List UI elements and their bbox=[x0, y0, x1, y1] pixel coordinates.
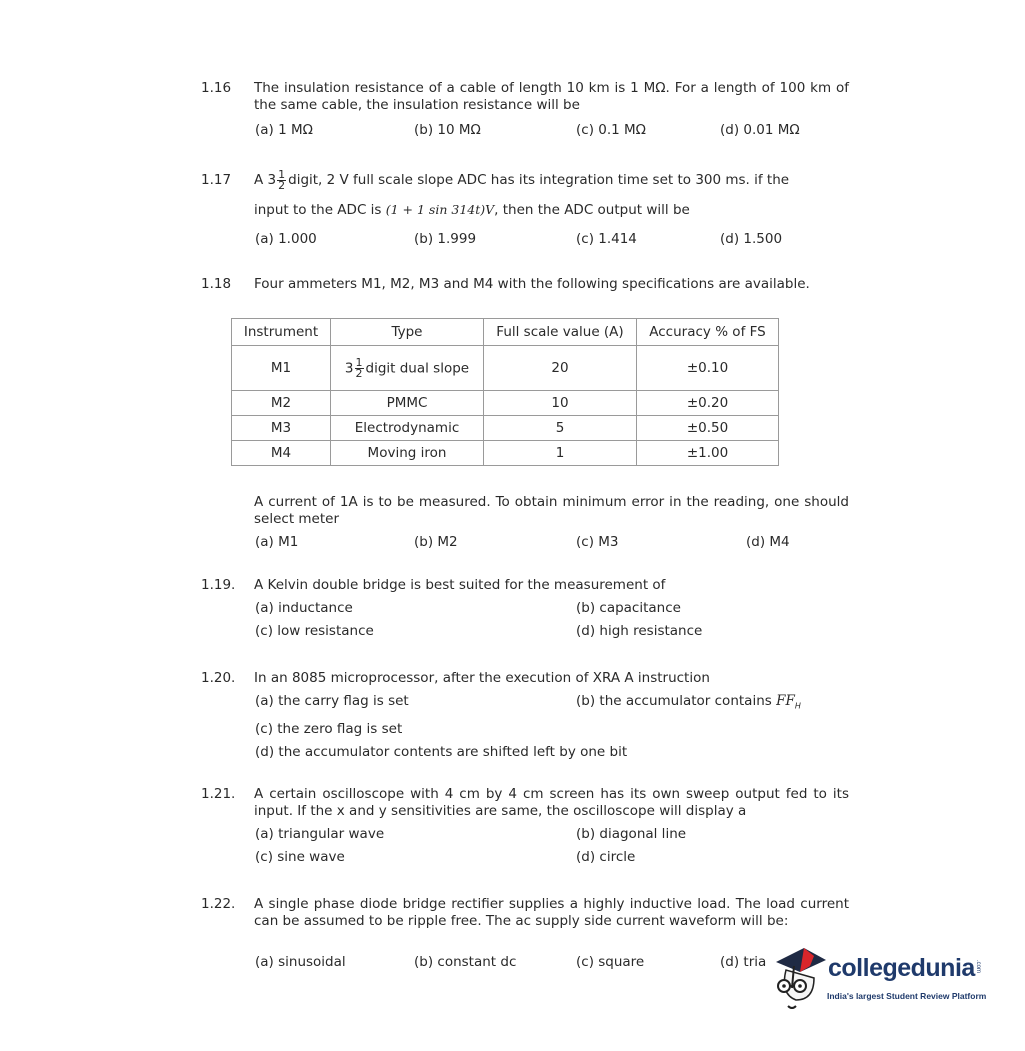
q17-input-expression: (1 + 1 sin 314t)V bbox=[385, 202, 495, 217]
q17-option-a: (a) 1.000 bbox=[255, 231, 317, 247]
table-row bbox=[232, 391, 779, 416]
q20-option-d: (d) the accumulator contents are shifted left by one bit bbox=[255, 744, 628, 760]
q16-option-c: (c) 0.1 MΩ bbox=[576, 122, 646, 138]
cell-instrument: M3 bbox=[232, 416, 331, 441]
q20-option-b bbox=[576, 693, 801, 711]
q17-line2 bbox=[254, 202, 690, 218]
cell-type: Moving iron bbox=[331, 441, 484, 466]
q22-stem: A single phase diode bridge rectifier supplies a highly inductive load. The load current can be assumed to be ripple free. The ac supply side current waveform will be: bbox=[254, 896, 849, 929]
q20-option-a: (a) the carry flag is set bbox=[255, 693, 409, 709]
q18-option-c: (c) M3 bbox=[576, 534, 619, 550]
cell-instrument: M1 bbox=[232, 346, 331, 391]
q21-option-a: (a) triangular wave bbox=[255, 826, 385, 842]
header-full-scale: Full scale value (A) bbox=[484, 319, 637, 346]
q22-number: 1.22. bbox=[201, 896, 236, 912]
q17-prefix: A 3 bbox=[254, 172, 277, 188]
q18-number: 1.18 bbox=[201, 276, 232, 292]
q20-option-b-math: FF bbox=[776, 693, 795, 709]
logo-tagline: India's largest Student Review Platform bbox=[827, 991, 987, 1001]
table-header-row bbox=[232, 319, 779, 346]
q18-stem2: A current of 1A is to be measured. To obtain minimum error in the reading, one should select meter bbox=[254, 494, 849, 527]
q17-option-c: (c) 1.414 bbox=[576, 231, 637, 247]
q17-line2-text: input to the ADC is bbox=[254, 202, 382, 218]
q21-option-b: (b) diagonal line bbox=[576, 826, 687, 842]
cell-accuracy: ±0.50 bbox=[637, 416, 779, 441]
q16-option-a: (a) 1 MΩ bbox=[255, 122, 313, 138]
q21-option-c: (c) sine wave bbox=[255, 849, 345, 865]
q17-line2-rest: , then the ADC output will be bbox=[494, 202, 690, 218]
type-frac-num: 1 bbox=[355, 355, 363, 369]
q22-option-a: (a) sinusoidal bbox=[255, 954, 346, 970]
cell-type: PMMC bbox=[331, 391, 484, 416]
q20-option-c: (c) the zero flag is set bbox=[255, 721, 403, 737]
q16-option-d: (d) 0.01 MΩ bbox=[720, 122, 800, 138]
ammeter-spec-table bbox=[231, 318, 779, 466]
q19-option-b: (b) capacitance bbox=[576, 600, 681, 616]
header-instrument: Instrument bbox=[232, 319, 331, 346]
q21-number: 1.21. bbox=[201, 786, 236, 802]
cell-full-scale: 10 bbox=[484, 391, 637, 416]
q20-stem: In an 8085 microprocessor, after the execution of XRA A instruction bbox=[254, 670, 710, 686]
header-type: Type bbox=[331, 319, 484, 346]
q16-option-b: (b) 10 MΩ bbox=[414, 122, 481, 138]
cell-full-scale: 20 bbox=[484, 346, 637, 391]
q17-number: 1.17 bbox=[201, 172, 232, 188]
logo-suffix: .com bbox=[975, 960, 981, 974]
q16-stem: The insulation resistance of a cable of length 10 km is 1 MΩ. For a length of 100 km of the same cable, the insulation resistance will be bbox=[254, 80, 849, 113]
cell-full-scale: 1 bbox=[484, 441, 637, 466]
q17-option-b: (b) 1.999 bbox=[414, 231, 477, 247]
cell-type bbox=[331, 346, 484, 391]
q17-line1-rest: digit, 2 V full scale slope ADC has its integration time set to 300 ms. if the bbox=[288, 172, 790, 188]
mascot-icon bbox=[770, 944, 830, 1016]
q18-option-b: (b) M2 bbox=[414, 534, 458, 550]
q22-option-d: (d) tria bbox=[720, 954, 767, 970]
table-row bbox=[232, 416, 779, 441]
type-prefix: 3 bbox=[344, 360, 354, 376]
q18-option-a: (a) M1 bbox=[255, 534, 299, 550]
q20-option-b-text: (b) the accumulator contains bbox=[576, 693, 772, 709]
q17-frac-num: 1 bbox=[278, 167, 286, 181]
table-row bbox=[232, 441, 779, 466]
q16-number: 1.16 bbox=[201, 80, 232, 96]
q19-option-c: (c) low resistance bbox=[255, 623, 374, 639]
q17-fraction bbox=[277, 167, 286, 192]
cell-full-scale: 5 bbox=[484, 416, 637, 441]
cell-instrument: M4 bbox=[232, 441, 331, 466]
q18-stem: Four ammeters M1, M2, M3 and M4 with the following specifications are available. bbox=[254, 276, 810, 292]
collegedunia-logo[interactable] bbox=[770, 944, 995, 1016]
type-frac-den: 2 bbox=[355, 366, 363, 380]
q20-option-b-sub: H bbox=[794, 701, 801, 711]
q17-frac-den: 2 bbox=[278, 178, 286, 192]
cell-accuracy: ±0.20 bbox=[637, 391, 779, 416]
q21-stem: A certain oscilloscope with 4 cm by 4 cm screen has its own sweep output fed to its input. If the x and y sensitivities are same, the oscilloscope will display a bbox=[254, 786, 849, 819]
q22-option-c: (c) square bbox=[576, 954, 645, 970]
q20-number: 1.20. bbox=[201, 670, 236, 686]
cell-instrument: M2 bbox=[232, 391, 331, 416]
q18-option-d: (d) M4 bbox=[746, 534, 790, 550]
type-fraction bbox=[355, 355, 364, 380]
q22-option-b: (b) constant dc bbox=[414, 954, 517, 970]
type-text: digit dual slope bbox=[365, 360, 470, 376]
q19-option-d: (d) high resistance bbox=[576, 623, 703, 639]
q17-option-d: (d) 1.500 bbox=[720, 231, 783, 247]
cell-accuracy: ±1.00 bbox=[637, 441, 779, 466]
header-accuracy: Accuracy % of FS bbox=[637, 319, 779, 346]
cell-accuracy: ±0.10 bbox=[637, 346, 779, 391]
q19-stem: A Kelvin double bridge is best suited for the measurement of bbox=[254, 577, 666, 593]
cell-type: Electrodynamic bbox=[331, 416, 484, 441]
q21-option-d: (d) circle bbox=[576, 849, 636, 865]
q19-number: 1.19. bbox=[201, 577, 236, 593]
q19-option-a: (a) inductance bbox=[255, 600, 353, 616]
logo-wordmark: collegedunia bbox=[828, 954, 975, 982]
table-row bbox=[232, 346, 779, 391]
q17-line1 bbox=[254, 163, 789, 197]
